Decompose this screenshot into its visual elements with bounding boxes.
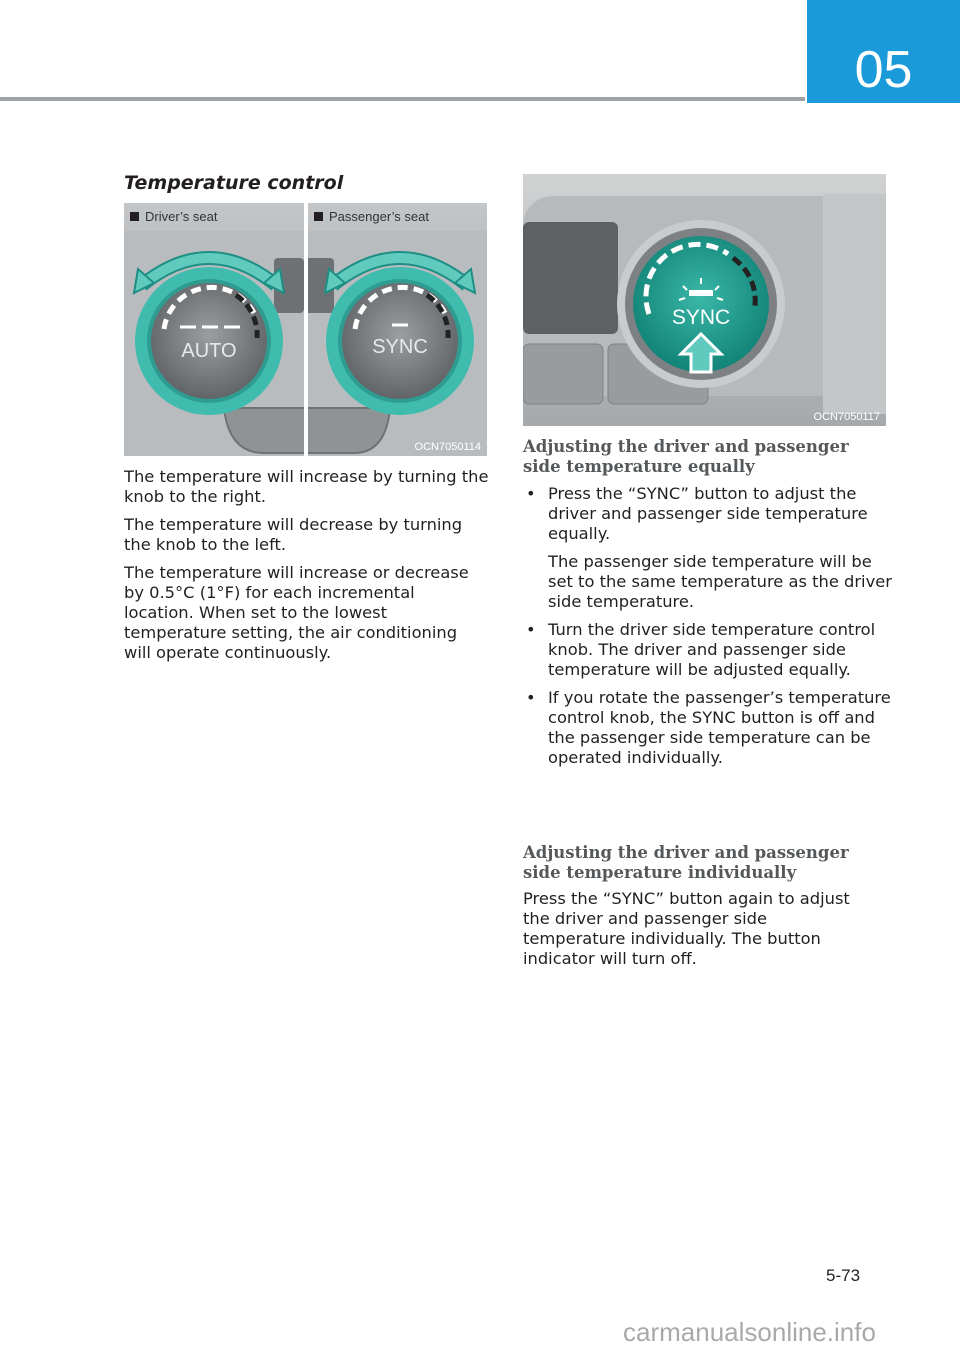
passenger-knob xyxy=(325,258,475,415)
paragraph: Press the “SYNC” button again to adjust the driver and passenger side temperature individually. The button indicator will turn off. xyxy=(523,889,850,968)
square-bullet-icon xyxy=(314,212,323,221)
list-item xyxy=(523,688,893,768)
figure-temperature-knobs xyxy=(124,203,487,456)
list-item-text: Turn the driver side temperature control knob. The driver and passenger side temperature will be adjusted equally. xyxy=(548,620,876,679)
paragraph: The temperature will increase or decrease by 0.5°C (1°F) for each incremental location. When set to the lowest temperature setting, the air conditioning will operate continuously. xyxy=(124,563,469,662)
chapter-tab xyxy=(807,0,960,103)
figure-code: OCN7050117 xyxy=(813,411,880,423)
paragraph: The temperature will increase by turning the knob to the right. xyxy=(124,467,489,506)
list-item-text: Press the “SYNC” button to adjust the driver and passenger side temperature equally. xyxy=(548,484,868,543)
passenger-seat-label: Passenger’s seat xyxy=(314,209,429,224)
bullet-icon: • xyxy=(526,484,536,503)
sync-button-label: SYNC xyxy=(671,306,731,329)
knobs-illustration xyxy=(124,203,487,456)
paragraph: The temperature will decrease by turning the knob to the left. xyxy=(124,515,463,554)
header-rule xyxy=(0,97,805,101)
figure-divider xyxy=(304,203,308,456)
list-item xyxy=(523,620,893,680)
list-item-note: The passenger side temperature will be set to the same temperature as the driver side temperature. xyxy=(548,552,892,611)
bullet-icon: • xyxy=(526,620,536,639)
section-title: Temperature control xyxy=(124,172,344,194)
equal-bullets xyxy=(523,484,893,776)
knob-right-label: SYNC xyxy=(372,336,428,358)
driver-seat-label: Driver’s seat xyxy=(130,209,217,224)
knob-left-label: AUTO xyxy=(181,340,237,362)
subsection-heading-individual: Adjusting the driver and passenger side temperature individually xyxy=(523,843,849,882)
page-number: 5-73 xyxy=(826,1266,861,1285)
list-item-text: If you rotate the passenger’s temperature control knob, the SYNC button is off and the passenger side temperature can be operated individually. xyxy=(548,688,891,767)
figure-sync-button xyxy=(523,174,886,426)
figure-code: OCN7050114 xyxy=(414,441,481,453)
individual-text xyxy=(523,889,868,977)
sync-illustration xyxy=(523,174,886,426)
subsection-heading-equal: Adjusting the driver and passenger side temperature equally xyxy=(523,437,849,476)
square-bullet-icon xyxy=(130,212,139,221)
left-column-text xyxy=(124,467,489,671)
bullet-icon: • xyxy=(526,688,536,707)
list-item xyxy=(523,484,893,612)
driver-knob xyxy=(134,258,284,415)
watermark: carmanualsonline.info xyxy=(623,1317,876,1347)
chapter-number: 05 xyxy=(854,41,913,99)
